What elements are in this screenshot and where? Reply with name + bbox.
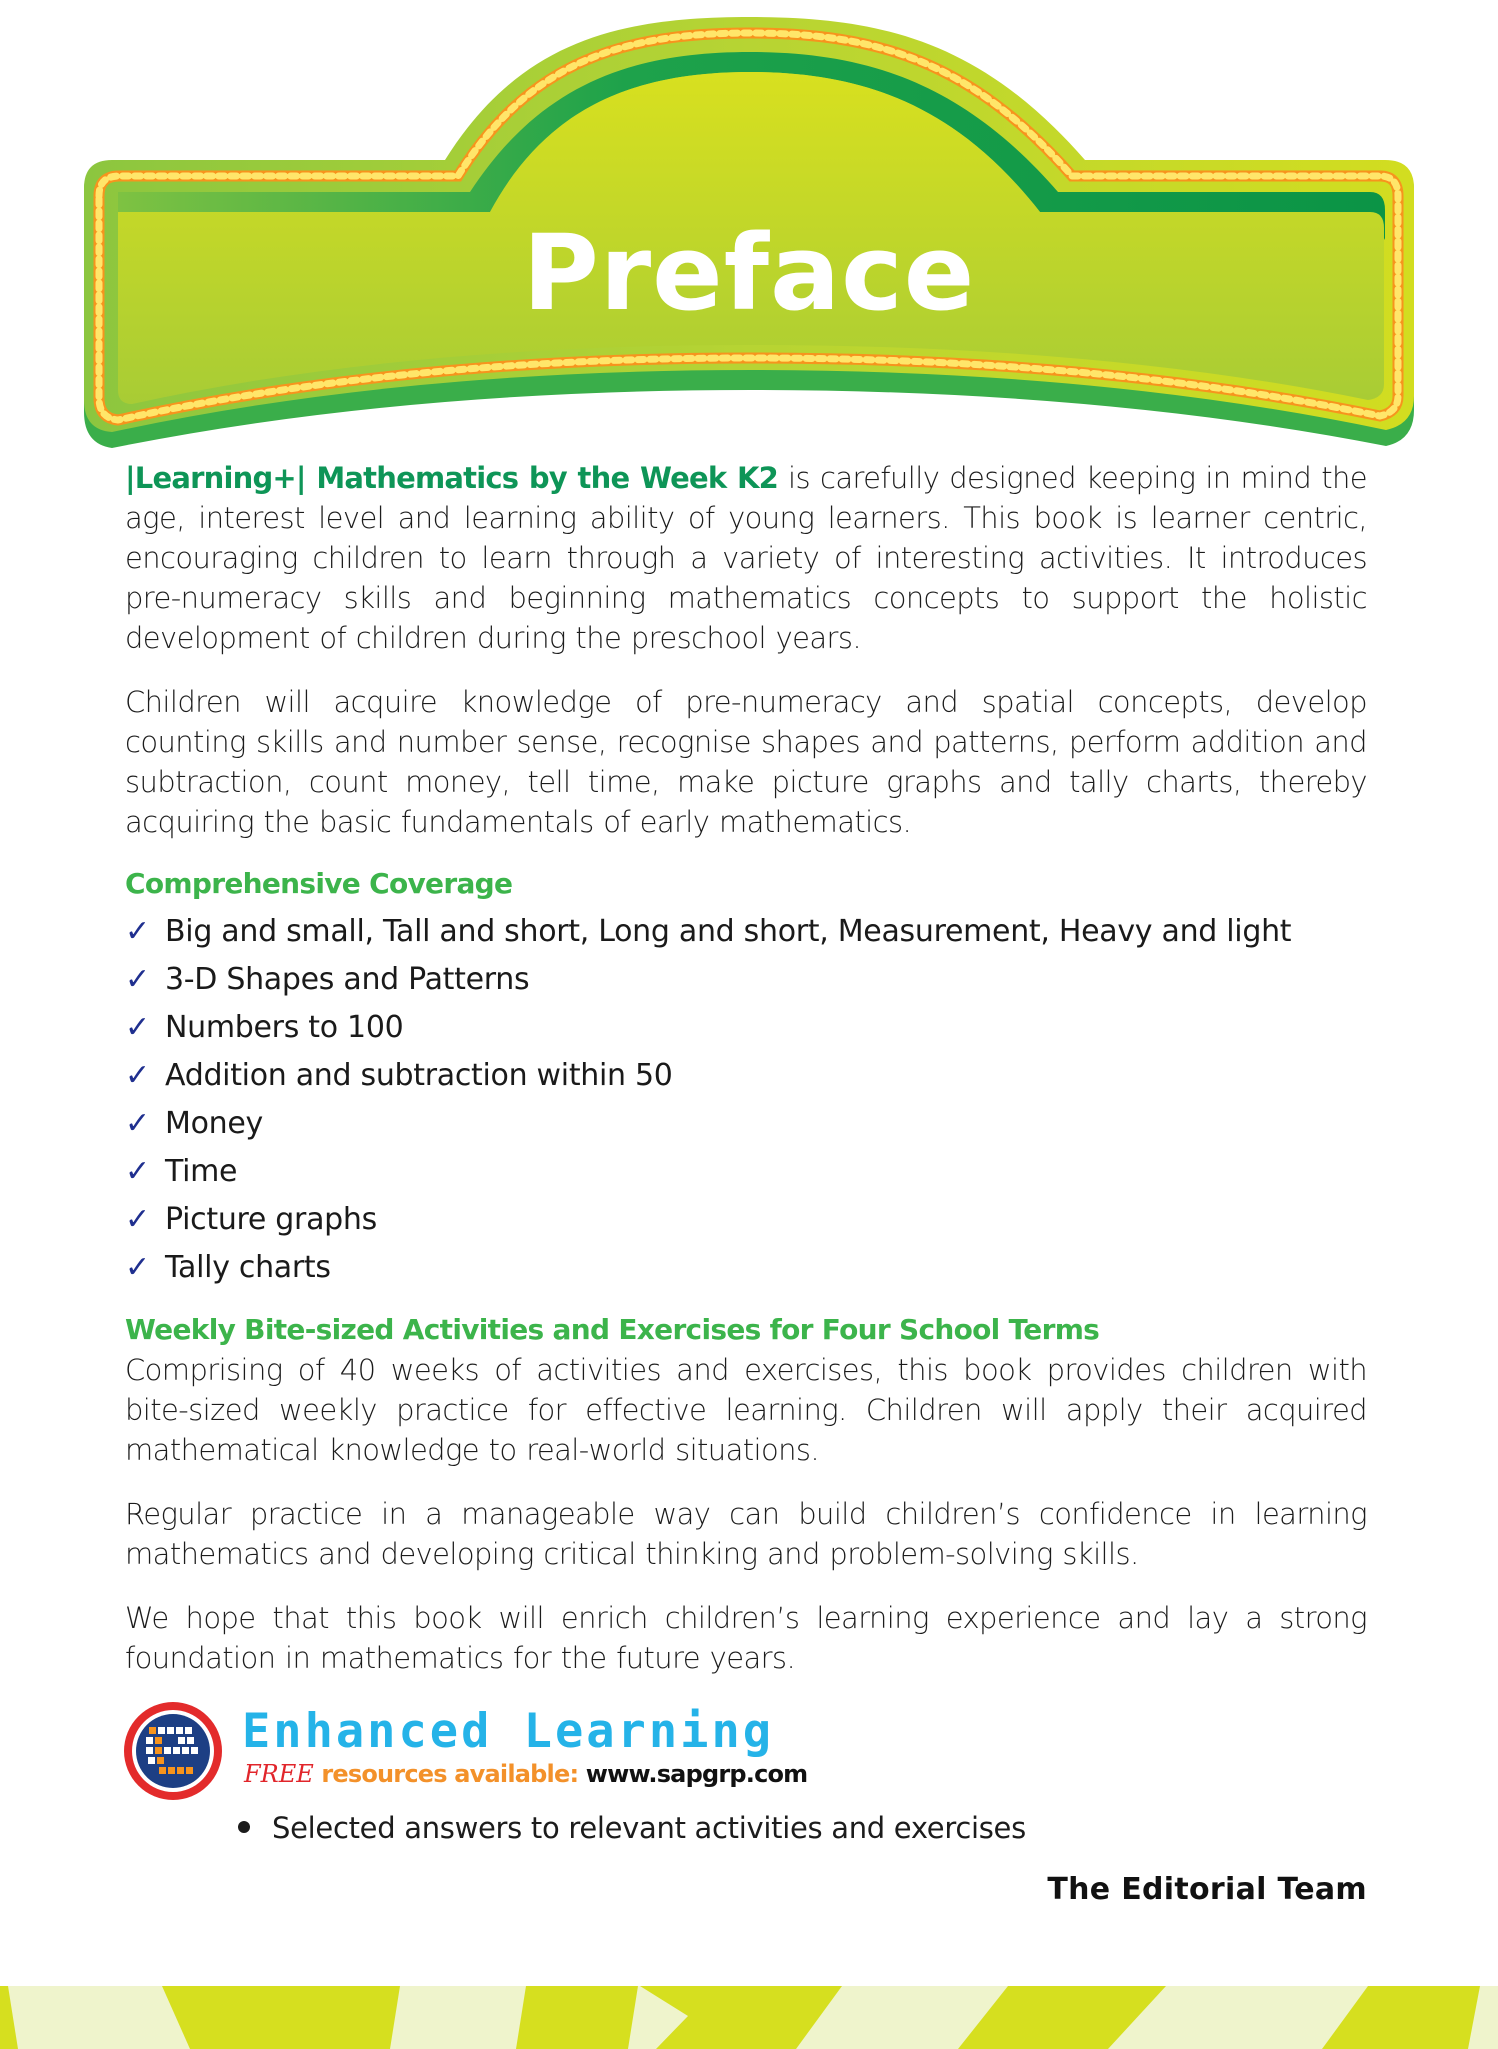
preface-banner [0,0,1498,460]
list-item: ✓ Big and small, Tall and short, Long and short, Measurement, Heavy and light [125,908,1367,956]
resources-url-link[interactable]: www.sapgrp.com [585,1760,808,1788]
promo-subtitle [244,1758,807,1790]
list-item: ✓ Addition and subtraction within 50 [125,1052,1367,1100]
promo-title: Enhanced Learning [242,1704,775,1759]
free-label: FREE [244,1760,314,1788]
list-item: ✓ Time [125,1148,1367,1196]
bullet-icon [238,1821,250,1833]
signature: The Editorial Team [1047,1872,1367,1907]
coverage-list [125,908,1367,1292]
checkmark-icon: ✓ [125,1010,150,1045]
book-title: |Learning+| Mathematics by the Week K2 [125,461,779,495]
enhanced-learning-logo-icon [122,1700,224,1802]
coverage-heading: Comprehensive Coverage [125,867,513,900]
preface-body [125,458,1367,1678]
page-title: Preface [522,212,976,334]
intro-text: is carefully designed keeping in mind the age, interest level and learning ability of young learners. This book is learner centric, encouraging children to learn through a variety of interesting activities. It introduces pre-numeracy skills and beginning mathematics concepts to support the holistic development of children during the preschool years. [125,461,1367,655]
list-item: ✓ Numbers to 100 [125,1004,1367,1052]
list-item: ✓ 3-D Shapes and Patterns [125,956,1367,1004]
enhanced-learning-promo [122,1700,822,1810]
weekly-paragraph: Comprising of 40 weeks of activities and exercises, this book provides children with bite-sized weekly practice for effective learning. Children will apply their acquired mathematical knowledge to real-world situations. [125,1353,1367,1467]
checkmark-icon: ✓ [125,914,150,949]
footer-stripe-band [0,1986,1498,2049]
checkmark-icon: ✓ [125,1250,150,1285]
promo-bullet-item: Selected answers to relevant activities and exercises [238,1808,1026,1848]
checkmark-icon: ✓ [125,1106,150,1141]
list-item: ✓ Picture graphs [125,1196,1367,1244]
checkmark-icon: ✓ [125,1058,150,1093]
closing-paragraph: We hope that this book will enrich children’s learning experience and lay a strong foundation in mathematics for the future years. [125,1601,1367,1675]
weekly-heading: Weekly Bite-sized Activities and Exercises for Four School Terms [125,1313,1100,1346]
list-item: ✓ Tally charts [125,1244,1367,1292]
skills-paragraph: Children will acquire knowledge of pre-numeracy and spatial concepts, develop counting skills and number sense, recognise shapes and patterns, perform addition and subtraction, count money, tell time, make picture graphs and tally charts, thereby acquiring the basic fundamentals of early mathematics. [125,685,1367,839]
checkmark-icon: ✓ [125,1202,150,1237]
intro-paragraph [125,458,1367,658]
list-item: ✓ Money [125,1100,1367,1148]
checkmark-icon: ✓ [125,962,150,997]
resources-label: resources available: [313,1760,586,1788]
practice-paragraph: Regular practice in a manageable way can build children’s confidence in learning mathematics and developing critical thinking and problem-solving skills. [125,1497,1367,1571]
checkmark-icon: ✓ [125,1154,150,1189]
